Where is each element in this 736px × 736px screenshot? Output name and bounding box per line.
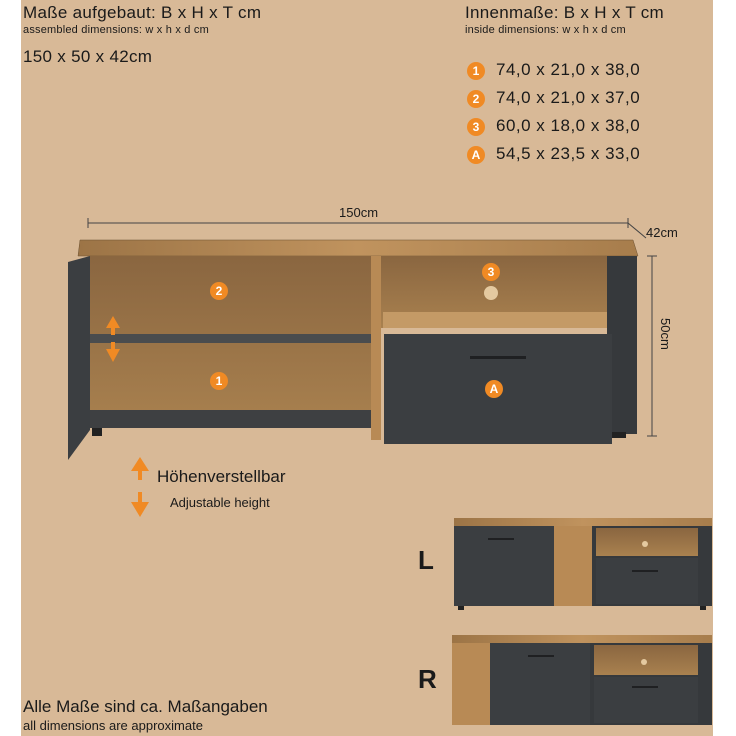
niche-shelf (383, 312, 607, 328)
inside-subtitle: inside dimensions: w x h x d cm (465, 24, 626, 36)
assembled-dimensions: 150 x 50 x 42cm (23, 47, 153, 66)
inside-title: Innenmaße: B x H x T cm (465, 3, 665, 22)
open-door (68, 256, 90, 460)
bottom-board (90, 410, 372, 428)
badge-1: 1 (467, 62, 485, 80)
badge-2: 2 (467, 90, 485, 108)
foot-right (612, 432, 626, 438)
inside-dim-a: 54,5 x 23,5 x 33,0 (496, 144, 641, 163)
variant-r-cabinet (452, 635, 712, 725)
cable-hole (484, 286, 498, 300)
marker-3: 3 (482, 263, 500, 281)
inside-dim-3: 60,0 x 18,0 x 38,0 (496, 116, 641, 135)
foot-left (92, 428, 102, 436)
marker-1: 1 (210, 372, 228, 390)
width-label: 150cm (339, 205, 379, 220)
badge-3: 3 (467, 118, 485, 136)
drawer-handle (470, 356, 526, 359)
variant-r-label: R (418, 664, 437, 694)
badge-a: A (467, 146, 485, 164)
depth-dimension-line (628, 223, 646, 238)
center-divider (371, 256, 381, 440)
height-label: 50cm (658, 318, 673, 350)
inside-dim-1: 74,0 x 21,0 x 38,0 (496, 60, 641, 79)
adjustable-shelf (90, 334, 372, 343)
variant-l-label: L (418, 545, 434, 575)
footer-title: Alle Maße sind ca. Maßangaben (23, 697, 268, 716)
legend-subtitle: Adjustable height (170, 495, 270, 510)
assembled-subtitle: assembled dimensions: w x h x d cm (23, 24, 209, 36)
height-dimension-line (647, 256, 657, 436)
variant-l-cabinet (454, 518, 712, 610)
depth-label: 42cm (646, 225, 678, 240)
footer-subtitle: all dimensions are approximate (23, 718, 203, 733)
assembled-title: Maße aufgebaut: B x H x T cm (23, 3, 262, 22)
top-board (78, 240, 638, 256)
legend-arrows-icon (131, 457, 149, 517)
legend-title: Höhenverstellbar (157, 467, 286, 486)
marker-a: A (485, 380, 503, 398)
marker-2: 2 (210, 282, 228, 300)
inside-dim-2: 74,0 x 21,0 x 37,0 (496, 88, 641, 107)
